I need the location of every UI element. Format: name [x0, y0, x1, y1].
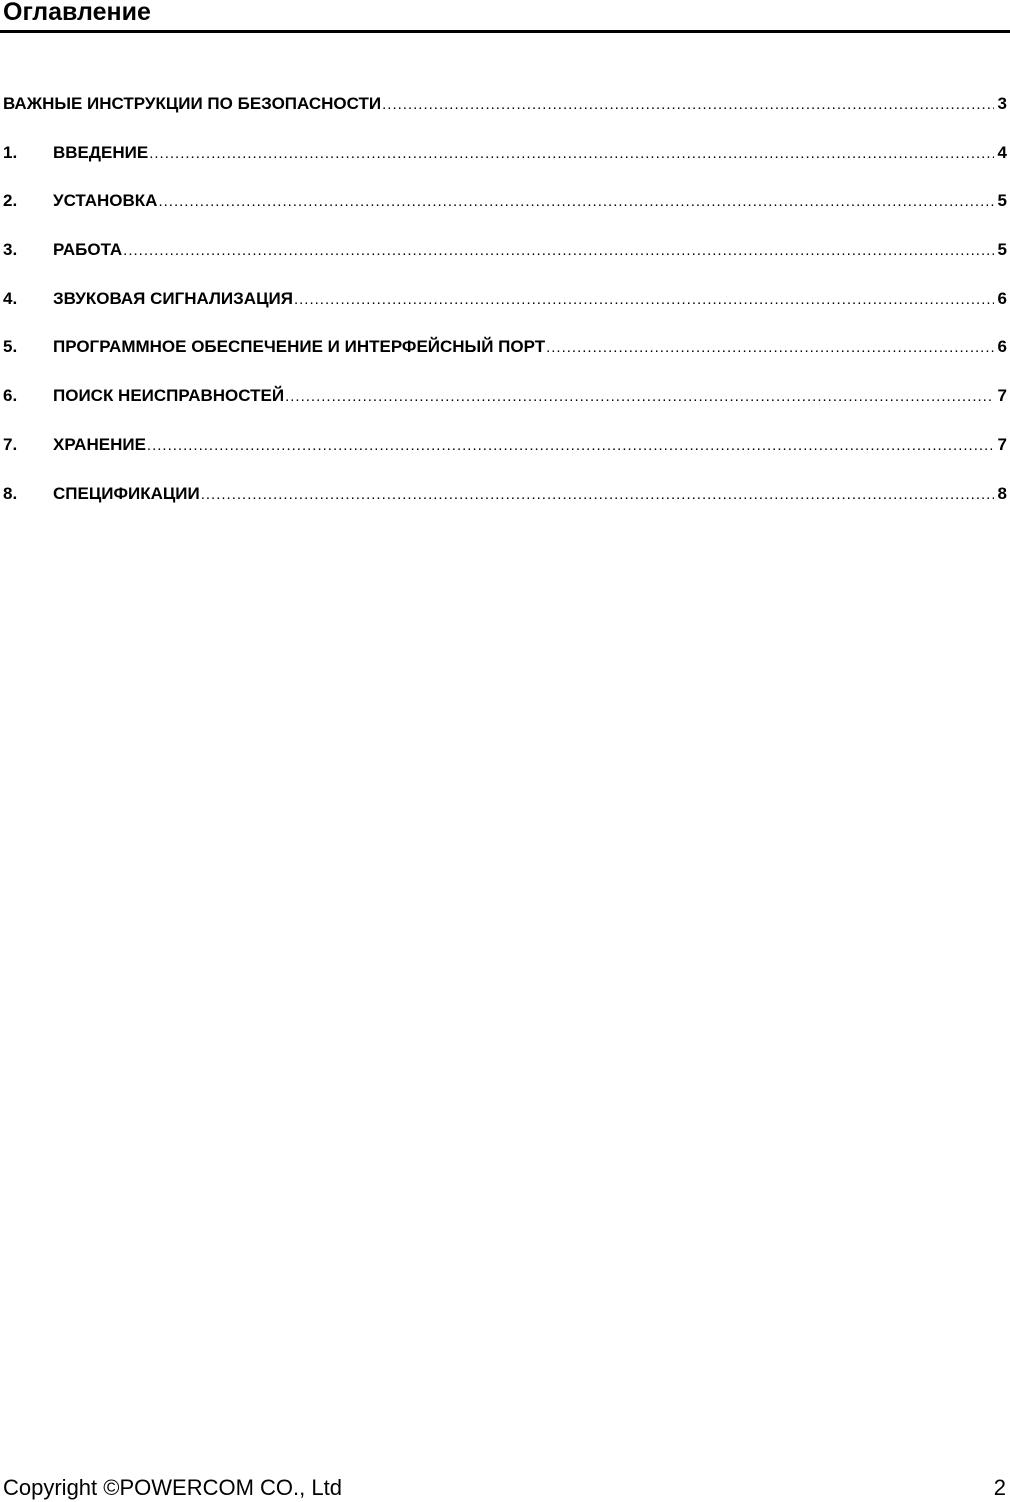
toc-entry-page: 3: [997, 94, 1007, 113]
toc-entry-title: ВВЕДЕНИЕ: [53, 142, 149, 162]
toc-entry-title: ПОИСК НЕИСПРАВНОСТЕЙ: [53, 386, 285, 406]
toc-entry-title: УСТАНОВКА: [53, 191, 158, 211]
toc-dot-leader: [382, 94, 993, 116]
toc-entry-number: 3.: [3, 240, 18, 260]
toc-entry-page: 5: [997, 240, 1007, 260]
toc-dot-leader: [149, 143, 993, 165]
toc-entry-title: ЗВУКОВАЯ СИГНАЛИЗАЦИЯ: [53, 288, 293, 308]
toc-entry-title: ВАЖНЫЕ ИНСТРУКЦИИ ПО БЕЗОПАСНОСТИ: [3, 94, 382, 113]
toc-entry-operation[interactable]: [3, 239, 1007, 288]
toc-entry-title: СПЕЦИФИКАЦИИ: [53, 483, 200, 503]
toc-entry-installation[interactable]: [3, 190, 1007, 239]
toc-entry-number: 1.: [3, 142, 18, 162]
toc-entry-number: 7.: [3, 434, 18, 454]
toc-dot-leader: [147, 435, 994, 457]
toc-entry-number: 8.: [3, 483, 18, 503]
toc-entry-page: 6: [997, 337, 1007, 357]
footer-page-number: 2: [993, 1475, 1006, 1500]
toc-entry-page: 5: [997, 191, 1007, 211]
toc-entry-number: 2.: [3, 191, 18, 211]
toc-entry-storage[interactable]: [3, 434, 1007, 483]
toc-entry-audible-alarm[interactable]: [3, 288, 1007, 337]
toc-entry-page: 7: [997, 386, 1007, 406]
toc-entry-introduction[interactable]: [3, 142, 1007, 191]
footer-copyright: Copyright ©POWERCOM CO., Ltd: [3, 1475, 342, 1500]
toc-entry-number: 5.: [3, 337, 18, 357]
toc-entry-page: 6: [997, 288, 1007, 308]
toc-dot-leader: [294, 289, 994, 311]
toc-dot-leader: [201, 484, 994, 506]
toc-entry-page: 8: [997, 483, 1007, 503]
toc-entry-specifications[interactable]: [3, 483, 1007, 532]
toc-entry-troubleshooting[interactable]: [3, 385, 1007, 434]
toc-entry-number: 4.: [3, 288, 18, 308]
toc-entry-title: ХРАНЕНИЕ: [53, 434, 146, 454]
toc-entry-title: ПРОГРАММНОЕ ОБЕСПЕЧЕНИЕ И ИНТЕРФЕЙСНЫЙ ПОРТ: [53, 337, 546, 357]
page-footer: [3, 1474, 1006, 1502]
toc-dot-leader: [158, 191, 993, 213]
toc-entry-page: 4: [997, 142, 1007, 162]
toc-dot-leader: [123, 240, 993, 262]
table-of-contents: [3, 93, 1007, 531]
toc-dot-leader: [285, 386, 993, 408]
toc-entry-page: 7: [997, 434, 1007, 454]
page-title: Оглавление: [3, 0, 151, 26]
toc-entry-software-interface[interactable]: [3, 336, 1007, 385]
toc-dot-leader: [546, 337, 993, 359]
toc-entry-title: РАБОТА: [53, 240, 123, 260]
toc-entry-safety[interactable]: [3, 93, 1007, 142]
title-divider: [0, 30, 1010, 33]
toc-entry-number: 6.: [3, 386, 18, 406]
